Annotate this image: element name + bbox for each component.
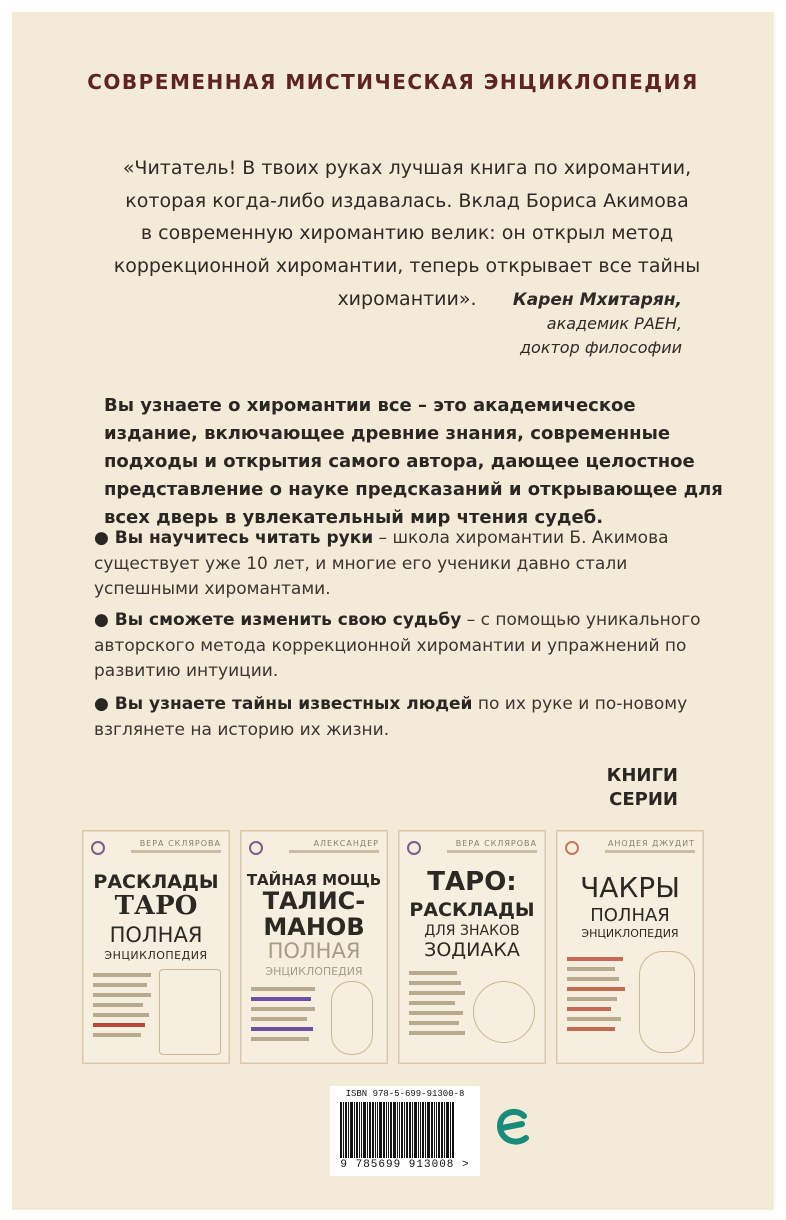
book-title-line: ДЛЯ ЗНАКОВ [424,923,520,939]
blurb-line [251,997,311,1001]
blurb-line [567,957,623,961]
series-title: СОВРЕМЕННАЯ МИСТИЧЕСКАЯ ЭНЦИКЛОПЕДИЯ [87,70,699,94]
quote-line: коррекционной хиромантии, теперь открывает все тайны [113,255,701,278]
book-title-line: РАСКЛАДЫ [93,871,219,893]
book-author: АЛЕКСАНДЕР [313,839,379,848]
blurb-line [93,1013,149,1017]
publisher-seal-icon [407,841,421,855]
author-note [289,850,379,853]
quote-author-degree: доктор философии [519,338,682,357]
book-title-line: ТАЛИС- [262,887,366,915]
blurb-line [93,1023,145,1027]
blurb-line [567,997,617,1001]
blurb-line [93,973,151,977]
book-title-line: РАСКЛАДЫ [409,899,535,921]
blurb-line [567,977,619,981]
blurb-line [93,1003,143,1007]
author-note [131,850,221,853]
book-subtitle-line: ПОЛНАЯ [267,939,361,963]
blurb-line [251,987,315,991]
quote-line: хиромантии». [337,287,477,310]
bullet-lead: ● Вы узнаете тайны известных людей [94,694,473,714]
blurb-line [409,1011,463,1015]
ean-number: 9 785699 913008 > [340,1159,470,1171]
book-title-line: ТАРО: [427,867,517,897]
blurb-line [251,1027,313,1031]
series-books-label-line: КНИГИ [606,765,678,786]
book-cover-taro-spreads [82,830,230,1064]
book-back-cover [12,12,774,1210]
blurb-line [93,993,151,997]
bullet-lead: ● Вы сможете изменить свою судьбу [94,610,462,630]
blurb-line [409,991,465,995]
book-title-line: ЧАКРЫ [580,871,680,904]
bullet-lead: ● Вы научитесь читать руки [94,528,374,548]
publisher-logo-icon [494,1104,534,1152]
book-subtitle-line: ЭНЦИКЛОПЕДИЯ [265,965,363,978]
blurb-line [567,987,625,991]
blurb-line [567,967,615,971]
book-title-line: МАНОВ [263,913,365,941]
publisher-seal-icon [565,841,579,855]
quote-line: «Читатель! В твоих руках лучшая книга по хиромантии, [122,157,692,179]
chakra-figure-illustration [639,951,695,1053]
blurb-line [567,1027,615,1031]
barcode-bars [340,1102,472,1158]
publisher-seal-icon [91,841,105,855]
blurb-line [409,1021,459,1025]
book-title-line: ТАЙНАЯ МОЩЬ [246,871,382,889]
bullet-text: по их руке и по-новому взглянете на историю их жизни. [94,694,688,740]
author-note [447,850,537,853]
book-cover-zodiac-taro [398,830,546,1064]
book-author: ВЕРА СКЛЯРОВА [455,839,537,848]
blurb-line [93,983,147,987]
book-subtitle-line: ЭНЦИКЛОПЕДИЯ [581,927,679,940]
blurb-line [567,1007,611,1011]
author-note [605,850,695,853]
book-subtitle-line: ПОЛНАЯ [109,923,203,947]
book-title-line: ТАРО [114,891,198,921]
book-cover-talismans [240,830,388,1064]
isbn-text: ISBN 978-5-699-91300-8 [345,1089,465,1099]
blurb-line [567,1017,621,1021]
book-subtitle-line: ЭНЦИКЛОПЕДИЯ [104,949,208,962]
quote-author: Карен Мхитарян, [512,290,682,310]
blurb-line [251,1007,315,1011]
caduceus-illustration [331,981,373,1055]
blurb-line [93,1033,141,1037]
bullet-item [94,608,734,685]
bullet-item [94,692,734,743]
publisher-seal-icon [249,841,263,855]
tarot-card-illustration [159,969,221,1055]
book-author: ВЕРА СКЛЯРОВА [139,839,221,848]
blurb-line [409,1031,465,1035]
bullet-item [94,526,734,603]
series-books-label [607,764,678,813]
blurb-line [409,981,461,985]
book-title-line: ЗОДИАКА [424,939,520,961]
quote-line: которая когда-либо издавалась. Вклад Бориса Акимова [125,189,689,212]
quote-line: в современную хиромантию велик: он открыл метод [140,222,674,245]
zodiac-wheel-illustration [473,981,535,1043]
bullet-text: – с помощью уникального авторского метода коррекционной хиромантии и упражнений по развитию интуиции. [94,610,701,681]
barcode [330,1086,480,1176]
blurb-line [251,1017,307,1021]
book-author: АНОДЕЯ ДЖУДИТ [607,839,695,848]
bullet-text: – школа хиромантии Б. Акимова существует уже 10 лет, и многие его ученики давно стали успешными хиромантами. [94,528,669,599]
blurb-line [409,971,457,975]
blurb-line [409,1001,455,1005]
blurb-line [251,1037,309,1041]
series-books-label-line: СЕРИИ [609,789,678,811]
book-cover-chakras [556,830,704,1064]
intro-paragraph: Вы узнаете о хиромантии все – это академическое издание, включающее древние знания, современные подходы и открытия самого автора, дающее целостное представление о науке предсказаний и открывающее для всех дверь в увлекательный мир чтения судеб. [104,395,723,528]
book-subtitle-line: ПОЛНАЯ [590,905,670,926]
quote-author-title: академик РАЕН, [546,314,682,333]
